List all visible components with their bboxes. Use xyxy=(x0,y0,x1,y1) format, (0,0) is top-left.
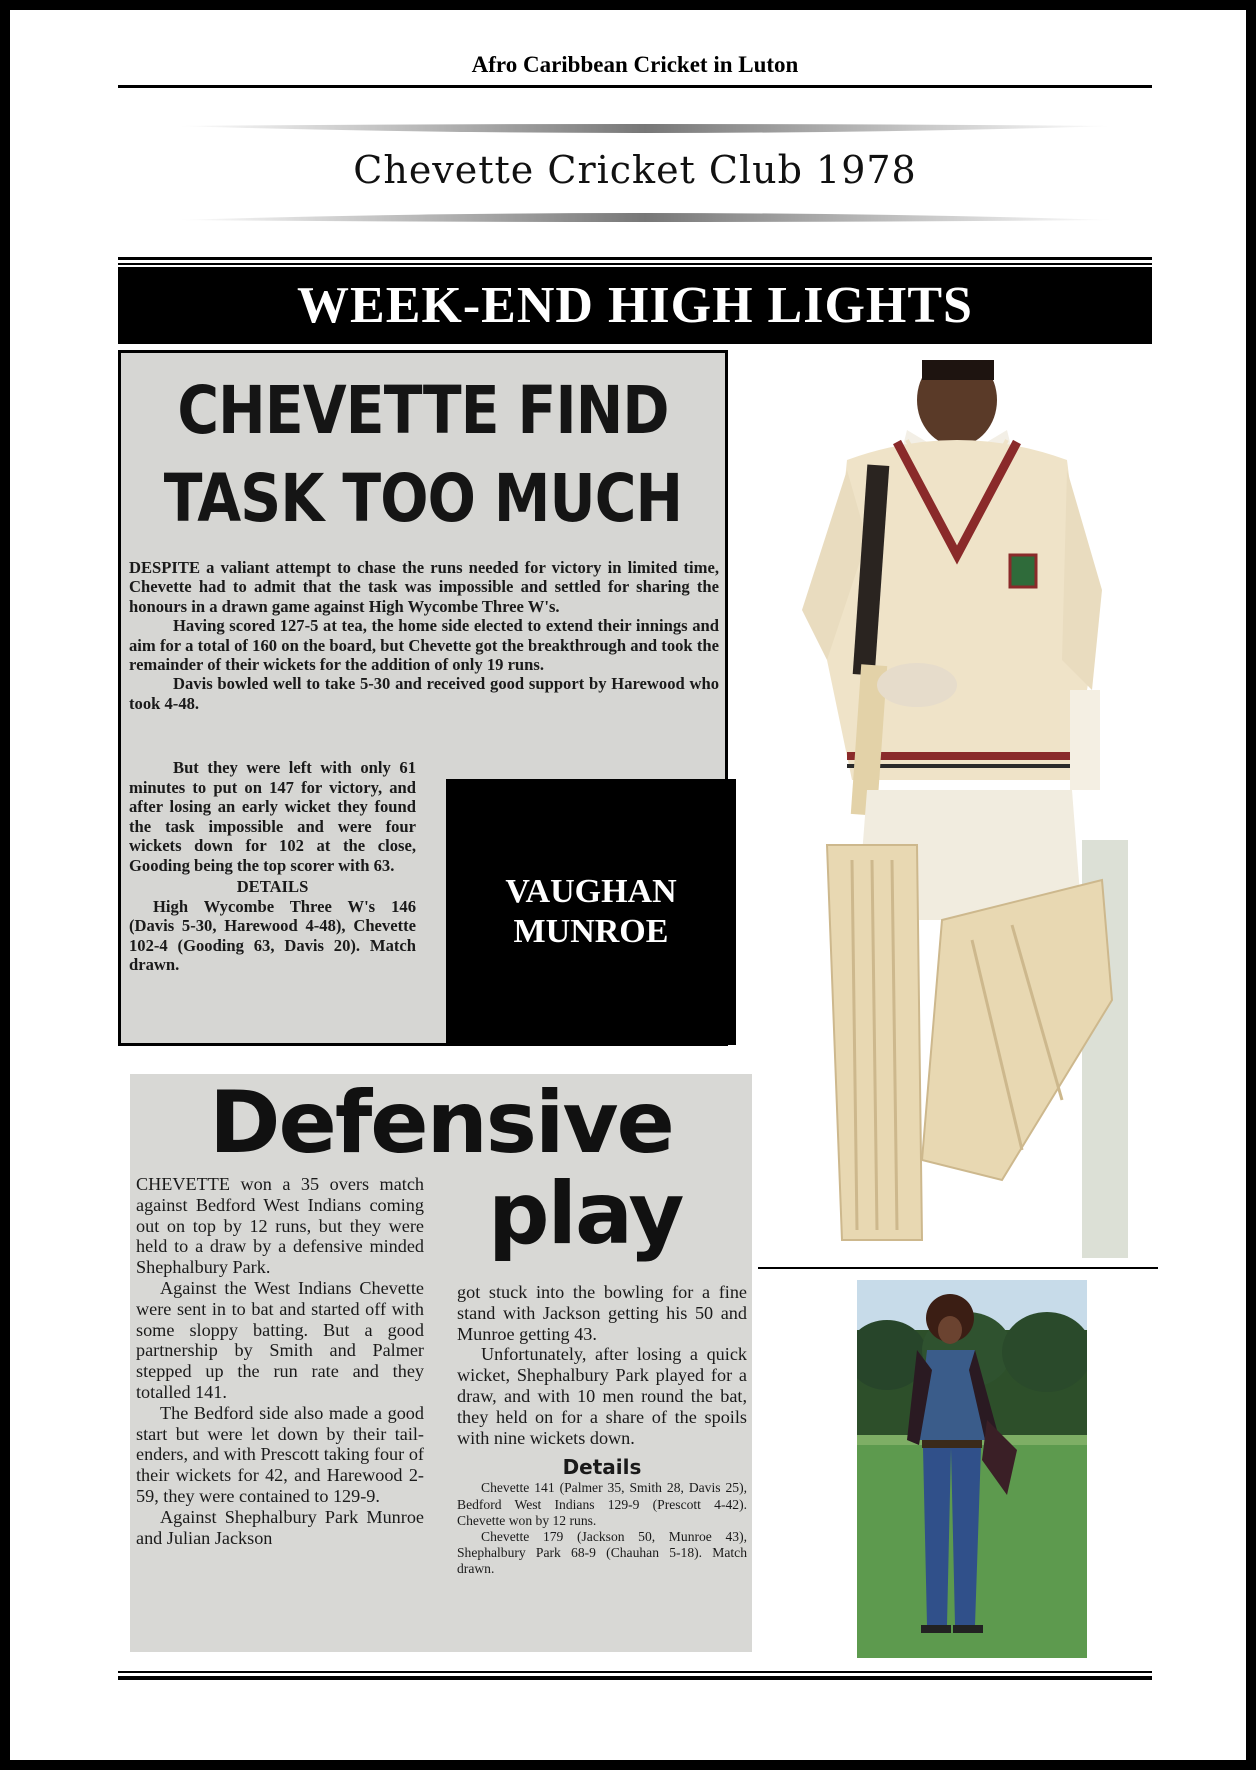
decorative-swoosh-bottom xyxy=(176,208,1114,222)
clipping-column-left xyxy=(136,1174,424,1548)
clipping-paragraph: Against Shephalbury Park Munroe and Julian Jackson xyxy=(136,1506,424,1548)
highlights-banner: WEEK-END HIGH LIGHTS xyxy=(118,267,1152,344)
details-subheading: Details xyxy=(562,1455,642,1480)
clipping-column-right xyxy=(457,1282,747,1578)
clipping-headline: CHEVETTE FIND TASK TOO MUCH xyxy=(163,372,683,537)
newspaper-clipping-defensive-play xyxy=(130,1074,752,1652)
clipping-headline-line1: Defensive xyxy=(209,1074,673,1173)
clipping-paragraph: got stuck into the bowling for a fine stand with Jackson getting his 50 and Munroe getting 43. xyxy=(457,1282,747,1344)
footer-rule-outer xyxy=(118,1676,1152,1680)
clipping-paragraph: The Bedford side also made a good start but were let down by their tail-enders, and with Prescott taking four of their wickets for 42, and Harewood 2-59, they were contained to 129-9. xyxy=(136,1402,424,1506)
clipping-body xyxy=(129,558,719,713)
banner-rule-inner xyxy=(118,263,1152,265)
footer-rule-inner xyxy=(118,1671,1152,1673)
details-subheading: DETAILS xyxy=(236,877,309,896)
decorative-swoosh-top xyxy=(176,124,1114,138)
clipping-paragraph: CHEVETTE won a 35 overs match against Bedford West Indians coming out on top by 12 runs, but they were held to a draw by a defensive minded Shephalbury Park. xyxy=(136,1174,424,1278)
details-text: Chevette 179 (Jackson 50, Munroe 43), Shephalbury Park 68-9 (Chauhan 5-18). Match drawn. xyxy=(457,1528,747,1577)
caption-first-name: VAUGHAN xyxy=(505,873,677,910)
player-park-photo xyxy=(857,1280,1087,1658)
clipping-paragraph: DESPITE a valiant attempt to chase the runs needed for victory in limited time, Chevette had to admit that the task was impossible and settled for sharing the honours in a drawn game against High Wycombe Three W's. xyxy=(129,558,719,616)
photo-divider-rule xyxy=(758,1267,1158,1269)
details-text: Chevette 141 (Palmer 35, Smith 28, Davis 25), Bedford West Indians 129-9 (Prescott 4-42). Chevette won by 12 runs. xyxy=(457,1480,747,1528)
caption-last-name: MUNROE xyxy=(513,913,669,950)
clipping-paragraph: Unfortunately, after losing a quick wicket, Shephalbury Park played for a draw, and with 10 men round the bat, they held on for a share of the spoils with nine wickets down. xyxy=(457,1344,747,1448)
running-title: Afro Caribbean Cricket in Luton xyxy=(471,52,799,77)
clipping-paragraph: But they were left with only 61 minutes to put on 147 for victory, and after losing an early wicket they found the task impossible and were four wickets down for 102 at the close, Gooding being the top scorer with 63. xyxy=(129,758,416,875)
banner-rule-outer xyxy=(118,257,1152,260)
clipping-paragraph: Against the West Indians Chevette were sent in to bat and started off with some sloppy batting. But a good partnership by Smith and Palmer stepped up the run rate and they totalled 141. xyxy=(136,1277,424,1402)
header-rule xyxy=(118,85,1152,88)
clipping-narrow-column xyxy=(129,758,416,975)
clipping-paragraph: Having scored 127-5 at tea, the home side elected to extend their innings and aim for a total of 160 on the board, but Chevette got the breakthrough and took the remainder of their wickets for the addition of only 19 runs. xyxy=(129,616,719,675)
cricketer-photo xyxy=(772,360,1128,1258)
club-title: Chevette Cricket Club 1978 xyxy=(353,148,917,192)
details-text: High Wycombe Three W's 146 (Davis 5-30, Harewood 4-48), Chevette 102-4 (Gooding 63, Davis 20). Match drawn. xyxy=(129,896,416,974)
player-name-caption xyxy=(446,779,736,1045)
clipping-headline-line2: play xyxy=(488,1164,683,1264)
clipping-paragraph: Davis bowled well to take 5-30 and received good support by Harewood who took 4-48. xyxy=(129,674,719,713)
